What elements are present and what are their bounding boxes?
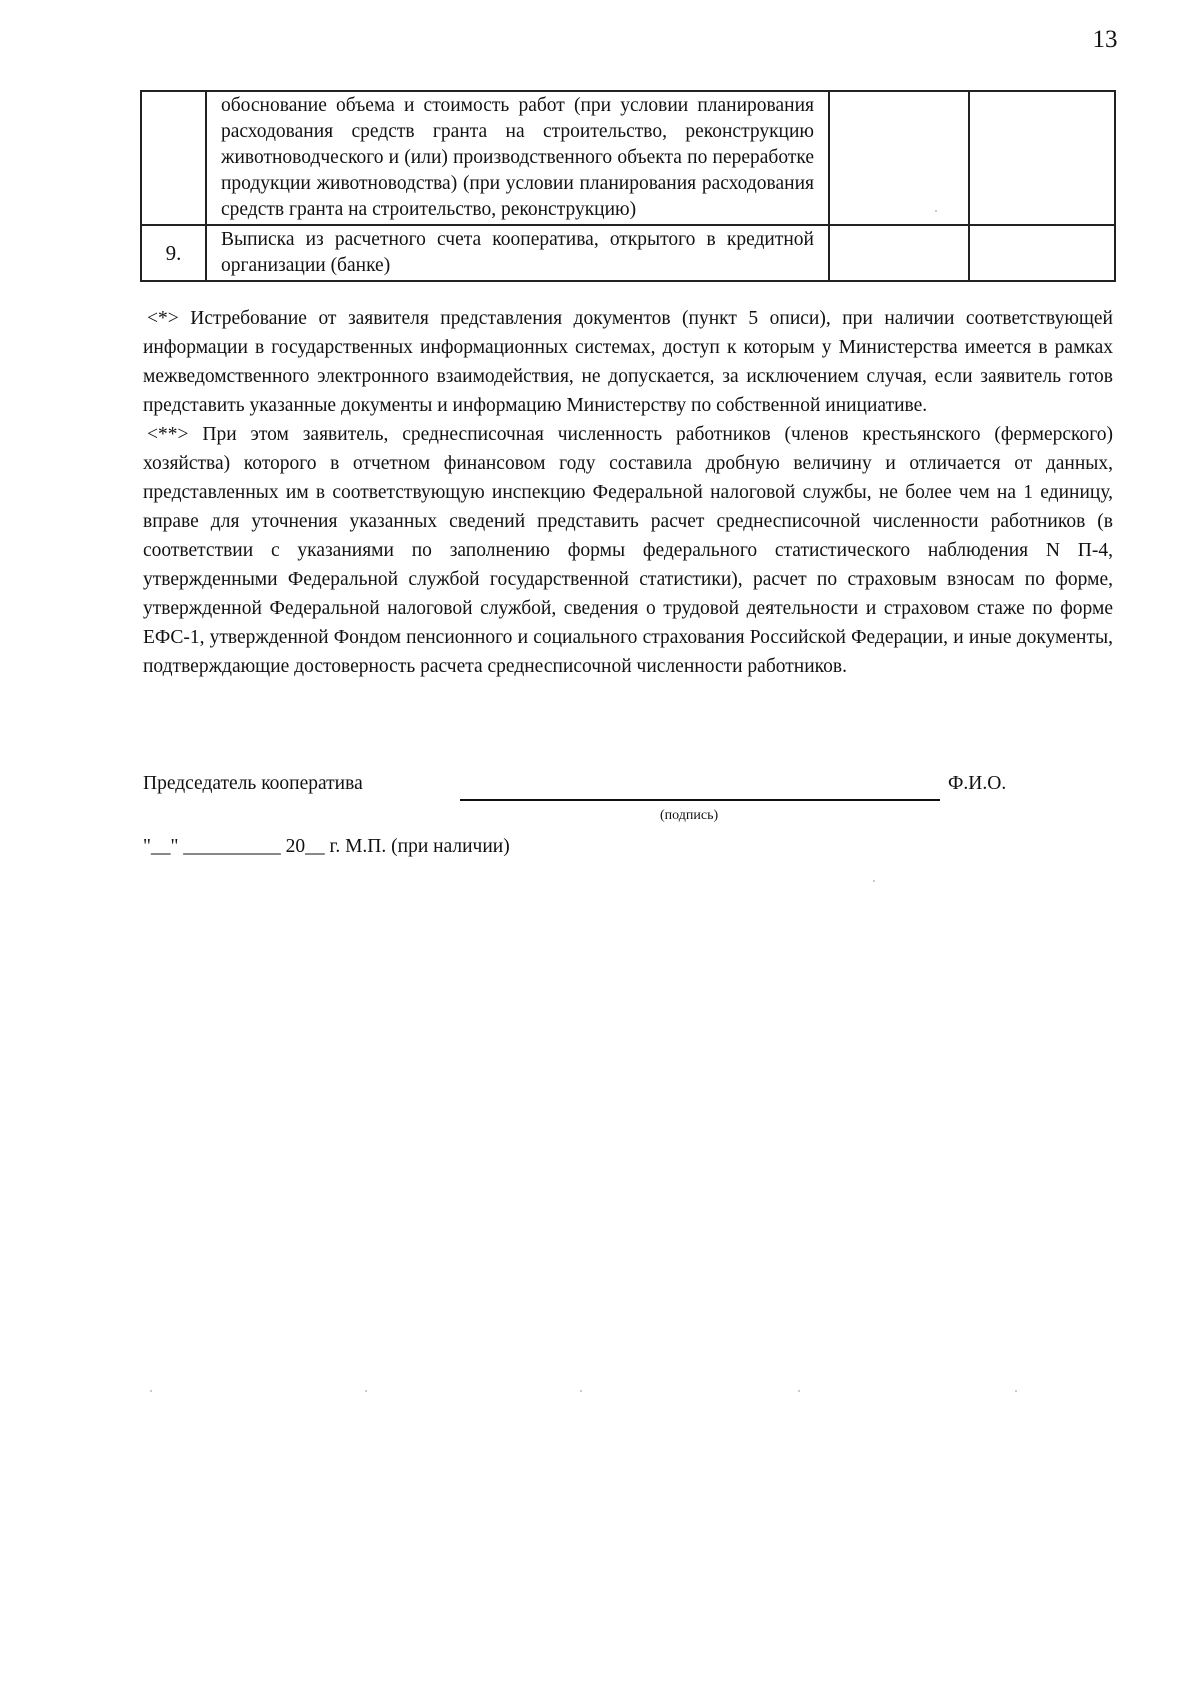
row-empty-cell bbox=[829, 225, 969, 281]
row-number-cell bbox=[141, 91, 206, 225]
chairman-label: Председатель кооператива bbox=[143, 773, 363, 794]
signature-line bbox=[460, 799, 940, 801]
scan-speck bbox=[365, 1390, 367, 1392]
footnotes bbox=[143, 304, 1113, 681]
documents-table bbox=[140, 90, 1116, 282]
scan-speck bbox=[1015, 1390, 1017, 1392]
table-row bbox=[141, 225, 1115, 281]
scan-speck bbox=[580, 1390, 582, 1392]
footnote-double-star: <**> При этом заявитель, среднесписочная численность работников (членов крестьянского (фермерского) хозяйства) которого в отчетном финансовом году составила дробную величину и отличается от данных, представленных им в соответствующую инспекцию Федеральной налоговой службы, не более чем на 1 единицу, вправе для уточнения указанных сведений представить расчет среднесписочной численности работников (в соответствии с указаниями по заполнению формы федерального статистического наблюдения N П-4, утвержденными Федеральной службой государственной статистики), расчет по страховым взносам по форме, утвержденной Федеральной налоговой службой, сведения о трудовой деятельности и страховом стаже по форме ЕФС-1, утвержденной Фондом пенсионного и социального страхования Российской Федерации, и иные документы, подтверждающие достоверность расчета среднесписочной численности работников. bbox=[143, 424, 1113, 677]
row-empty-cell bbox=[969, 225, 1115, 281]
scan-speck bbox=[798, 1390, 800, 1392]
table-row bbox=[141, 91, 1115, 225]
scan-speck bbox=[873, 880, 875, 882]
row-empty-cell bbox=[969, 91, 1115, 225]
scan-speck bbox=[150, 1390, 152, 1392]
row-text-cell: обоснование объема и стоимость работ (при условии планирования расходования средств гранта на строительство, реконструкцию животноводческого и (или) производственного объекта по переработке продукции животноводства) (при условии планирования расходования средств гранта на строительство, реконструкцию) bbox=[206, 91, 829, 225]
row-number-cell: 9. bbox=[141, 225, 206, 281]
footnote-single-star: <*> Истребование от заявителя представления документов (пункт 5 описи), при наличии соответствующей информации в государственных информационных системах, доступ к которым у Министерства имеется в рамках межведомственного электронного взаимодействия, не допускается, за исключением случая, если заявитель готов представить указанные документы и информацию Министерству по собственной инициативе. bbox=[143, 308, 1113, 416]
scan-speck bbox=[935, 210, 937, 212]
fio-label: Ф.И.О. bbox=[948, 773, 1007, 794]
page-number: 13 bbox=[1092, 26, 1118, 53]
signature-caption: (подпись) bbox=[660, 808, 719, 823]
row-empty-cell bbox=[829, 91, 969, 225]
row-text-cell: Выписка из расчетного счета кооператива, открытого в кредитной организации (банке) bbox=[206, 225, 829, 281]
date-stamp-line: "__" __________ 20__ г. М.П. (при наличии) bbox=[143, 836, 510, 857]
